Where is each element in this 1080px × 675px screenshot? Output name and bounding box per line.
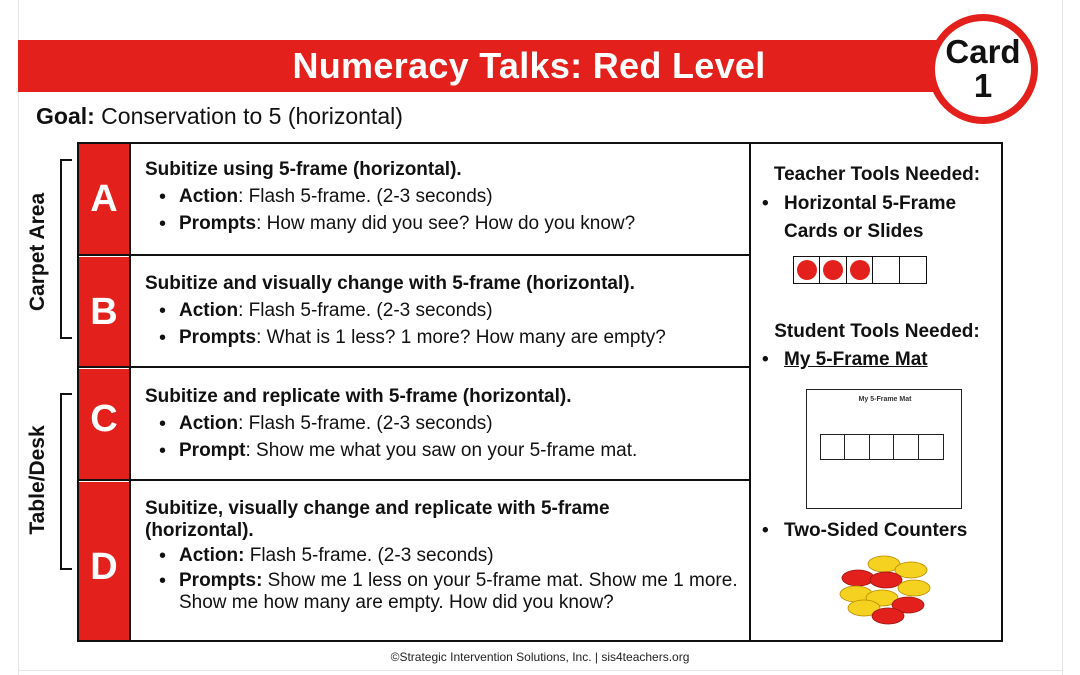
item-label: Action: [179, 300, 239, 321]
five-frame-mat-link[interactable]: My 5-Frame Mat: [784, 349, 928, 370]
item-text: : What is 1 less? 1 more? How many are empty?: [256, 327, 666, 348]
list-item: [179, 212, 745, 236]
item-text: Flash 5-frame. (2-3 seconds): [244, 545, 494, 566]
mat-cell: [869, 434, 895, 460]
frame-cell: [872, 256, 900, 284]
list-item: [179, 185, 745, 209]
page-edge-bottom: [18, 670, 1063, 671]
row-d-content: [145, 498, 745, 617]
row-b-content: [145, 272, 745, 353]
mat-cell: [820, 434, 846, 460]
row-divider: [79, 366, 751, 368]
item-label: Action:: [179, 545, 245, 566]
card-word: Card: [945, 33, 1021, 70]
table-desk-bracket: [60, 393, 72, 570]
item-text: : Flash 5-frame. (2-3 seconds): [238, 300, 493, 321]
mat-frame: [821, 434, 944, 460]
goal-text: Conservation to 5 (horizontal): [101, 103, 403, 129]
item-label: Prompts: [179, 327, 257, 348]
student-tools-item[interactable]: [752, 346, 1004, 374]
red-counter-dot: [823, 260, 843, 280]
counters-item: • Two-Sided Counters: [752, 517, 1034, 545]
frame-cell: [819, 256, 847, 284]
row-letter-b: B: [79, 257, 129, 367]
row-heading: Subitize using 5-frame (horizontal).: [145, 159, 462, 180]
tools-column-divider: [749, 144, 751, 640]
goal-line: [36, 103, 403, 130]
letter-column-divider: [129, 144, 131, 640]
copyright-footer: ©Strategic Intervention Solutions, Inc. | sis4teachers.org: [390, 650, 690, 664]
page-edge-right: [1062, 0, 1063, 675]
row-heading: Subitize, visually change and replicate with 5-frame (horizontal).: [145, 498, 610, 541]
page-edge-left: [18, 0, 19, 675]
frame-cell: [793, 256, 821, 284]
row-heading: Subitize and visually change with 5-frame (horizontal).: [145, 273, 635, 294]
list-item: [179, 299, 745, 323]
five-frame-card: [794, 256, 927, 284]
row-heading: Subitize and replicate with 5-frame (horizontal).: [145, 386, 572, 407]
row-a-content: [145, 158, 745, 239]
row-divider: [79, 479, 751, 481]
mat-title: My 5-Frame Mat: [858, 396, 912, 403]
student-tools-heading: Student Tools Needed:: [774, 321, 980, 342]
goal-label: Goal:: [36, 103, 95, 129]
list-item: [179, 545, 745, 567]
mat-cell: [844, 434, 870, 460]
item-text: : How many did you see? How do you know?: [256, 213, 636, 234]
item-label: Prompts:: [179, 570, 263, 591]
card-number-badge: [928, 14, 1038, 124]
carpet-area-label: Carpet Area: [26, 192, 49, 312]
frame-cell: [846, 256, 874, 284]
row-letter-a: A: [79, 144, 129, 255]
carpet-area-bracket: [60, 159, 72, 339]
red-counter-dot: [850, 260, 870, 280]
frame-cell: [899, 256, 927, 284]
table-desk-label: Table/Desk: [26, 425, 49, 535]
item-text: Show me 1 less on your 5-frame mat. Show me 1 more. Show me how many are empty. How did you know?: [179, 570, 738, 613]
row-c-content: [145, 385, 745, 466]
row-letter-d: D: [79, 482, 129, 640]
list-item: [179, 326, 745, 350]
teacher-tools-heading: Teacher Tools Needed:: [773, 164, 981, 185]
teacher-tools-item: • Horizontal 5-Frame Cards or Slides: [752, 190, 984, 246]
red-counter-dot: [797, 260, 817, 280]
item-label: Action: [179, 186, 239, 207]
list-item: [179, 439, 745, 463]
item-text: : Show me what you saw on your 5-frame mat.: [245, 440, 638, 461]
item-label: Prompt: [179, 440, 246, 461]
page-title: Numeracy Talks: Red Level: [292, 45, 766, 86]
list-item: [179, 412, 745, 436]
list-item: [179, 570, 739, 614]
item-label: Action: [179, 413, 239, 434]
row-letter-c: C: [79, 369, 129, 480]
row-divider: [79, 254, 751, 256]
tools-column: [752, 146, 1002, 246]
five-frame-mat-image: [806, 389, 962, 509]
item-label: Prompts: [179, 213, 257, 234]
mat-cell: [918, 434, 944, 460]
mat-cell: [893, 434, 919, 460]
two-sided-counters-icon: [836, 550, 936, 628]
item-text: : Flash 5-frame. (2-3 seconds): [238, 186, 493, 207]
card-number: 1: [973, 67, 993, 104]
item-text: : Flash 5-frame. (2-3 seconds): [238, 413, 493, 434]
